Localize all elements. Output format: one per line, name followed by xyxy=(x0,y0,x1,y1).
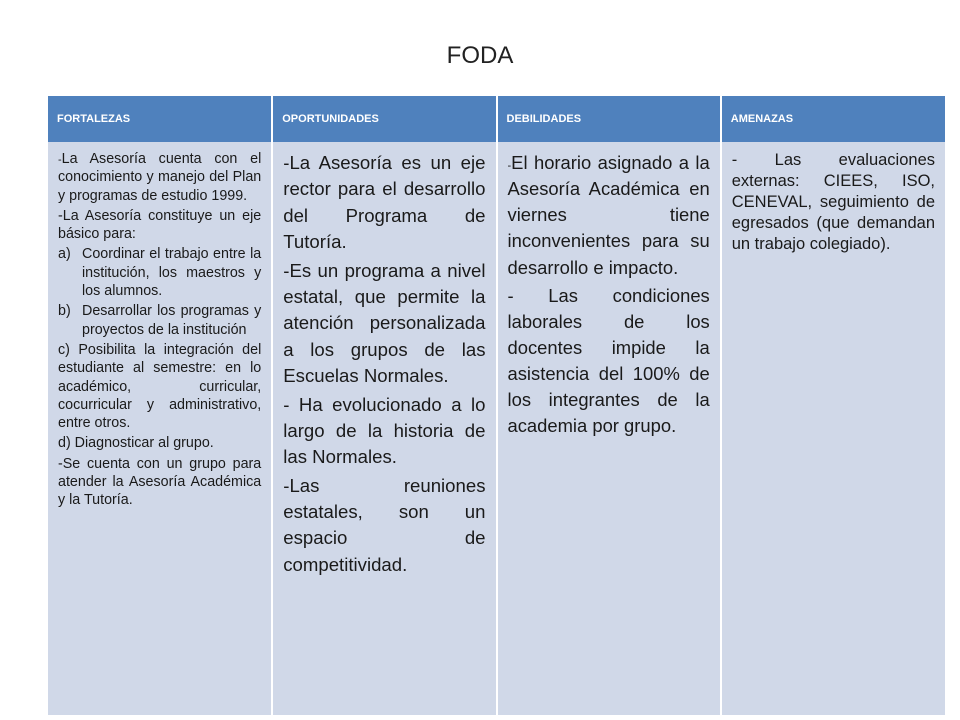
fortalezas-paragraph: -Se cuenta con un grupo para atender la Asesoría Académica y la Tutoría. xyxy=(58,455,262,509)
cell-amenazas xyxy=(721,142,945,715)
fortalezas-list xyxy=(58,245,261,338)
table-body-row xyxy=(48,142,945,715)
header-debilidades: DEBILIDADES xyxy=(497,96,721,142)
dash: - xyxy=(507,160,512,172)
foda-table xyxy=(48,96,945,715)
list-item xyxy=(58,245,261,300)
amenazas-paragraph: - Las evaluaciones externas: CIEES, ISO, CENEVAL, seguimiento de egresados (que demandan un trabajo colegiado). xyxy=(731,151,935,253)
cell-debilidades xyxy=(497,142,721,715)
header-oportunidades: OPORTUNIDADES xyxy=(272,96,496,142)
dash: - xyxy=(58,154,62,166)
fortalezas-paragraph: -La Asesoría constituye un eje básico para: xyxy=(58,207,262,243)
fortalezas-paragraph: d) Diagnosticar al grupo. xyxy=(58,435,214,452)
debilidades-paragraph xyxy=(508,150,710,281)
list-marker: a) xyxy=(58,246,71,263)
table-header-row xyxy=(48,96,945,142)
header-amenazas: AMENAZAS xyxy=(721,96,945,142)
cell-fortalezas xyxy=(48,142,272,715)
list-item-text: Desarrollar los programas y proyectos de la institución xyxy=(82,303,262,338)
debilidades-text: El horario asignado a la Asesoría Académica en viernes tiene inconvenientes para su desarrollo e impacto. xyxy=(507,152,710,278)
oportunidades-paragraph: -Las reuniones estatales, son un espacio de competitividad. xyxy=(283,474,486,575)
oportunidades-paragraph: -La Asesoría es un eje rector para el desarrollo del Programa de Tutoría. xyxy=(283,152,486,253)
list-item xyxy=(58,302,261,339)
header-fortalezas: FORTALEZAS xyxy=(48,96,272,142)
list-marker: b) xyxy=(58,303,71,320)
list-item-text: Coordinar el trabajo entre la institución, los maestros y los alumnos. xyxy=(82,246,262,300)
oportunidades-paragraph: -Es un programa a nivel estatal, que permite la atención personalizada a los grupos de las Escuelas Normales. xyxy=(283,259,486,387)
fortalezas-text: La Asesoría cuenta con el conocimiento y manejo del Plan y programas de estudio 1999. xyxy=(58,151,262,204)
debilidades-paragraph: - Las condiciones laborales de los docentes impide la asistencia del 100% de los integrantes de la academia por grupo. xyxy=(507,284,710,437)
cell-oportunidades xyxy=(272,142,496,715)
fortalezas-paragraph xyxy=(58,150,261,205)
slide-title: FODA xyxy=(446,42,514,69)
oportunidades-paragraph: - Ha evolucionado a lo largo de la historia de las Normales. xyxy=(283,393,486,468)
fortalezas-paragraph: c) Posibilita la integración del estudiante al semestre: en lo académico, curricular, cocurricular y administrativo, entre otros. xyxy=(58,341,262,432)
